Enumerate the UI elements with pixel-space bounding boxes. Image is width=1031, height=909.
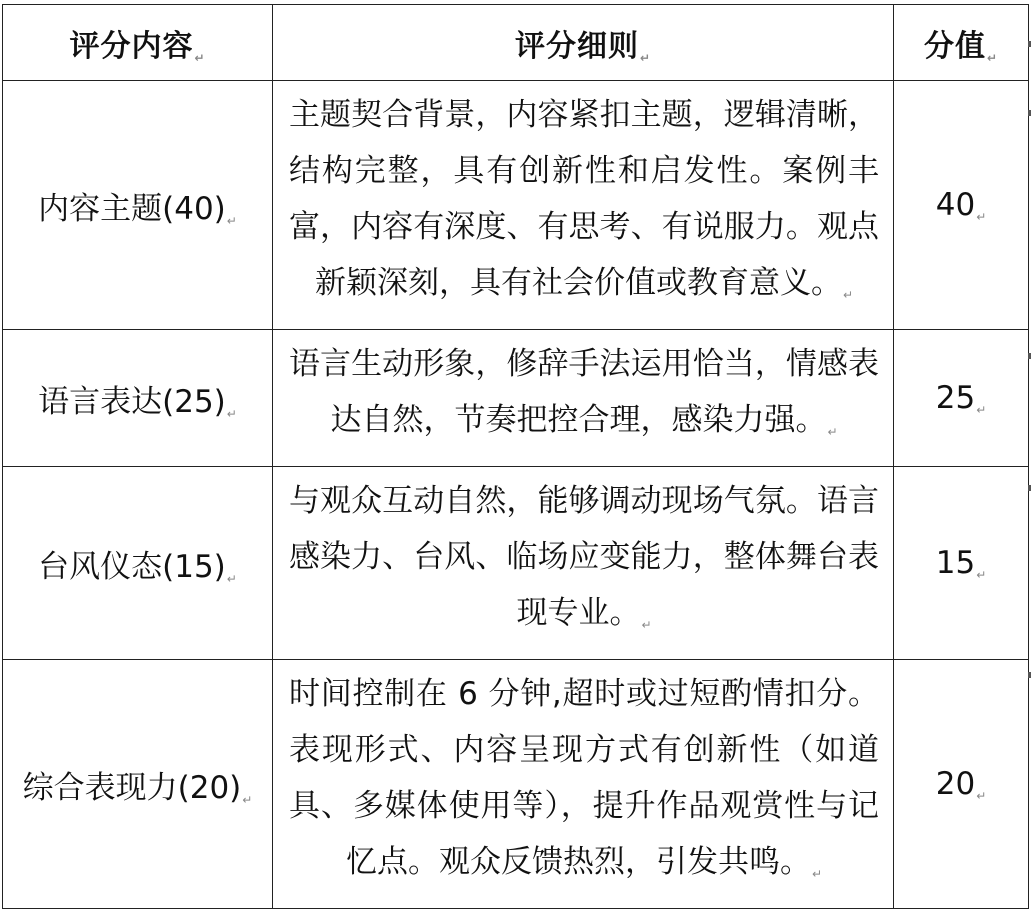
table-row [3, 467, 1029, 660]
paragraph-mark-icon: ↵ [827, 425, 838, 439]
score-cell: 20↵ [894, 660, 1029, 909]
criteria-name-cell: 语言表达(25)↵ [3, 330, 273, 467]
score-cell: 15↵ [894, 467, 1029, 660]
criteria-detail-cell: 语言生动形象，修辞手法运用恰当，情感表达自然，节奏把控合理，感染力强。↵ [273, 330, 894, 467]
paragraph-mark-icon: ↵ [976, 788, 987, 803]
paragraph-mark-icon: ↵ [226, 213, 237, 228]
header-scoring-content: 评分内容$_↵$ [3, 5, 273, 81]
table-row [3, 660, 1029, 909]
scoring-table [2, 4, 1029, 909]
paragraph-mark-icon: ↵ [226, 571, 237, 586]
paragraph-mark-icon: ↵ [226, 406, 237, 421]
score-cell: 40↵ [894, 81, 1029, 330]
criteria-detail-cell: 与观众互动自然，能够调动现场气氛。语言感染力、台风、临场应变能力，整体舞台表现专业。↵ [273, 467, 894, 660]
paragraph-mark-icon: ↵ [976, 567, 987, 582]
criteria-name-cell: 综合表现力(20)↵ [3, 660, 273, 909]
paragraph-mark-icon: ↵ [641, 618, 652, 632]
header-score-value: 分值$_↵$ [894, 5, 1029, 81]
paragraph-mark-icon: ↵ [976, 209, 987, 224]
table-row [3, 81, 1029, 330]
criteria-detail-cell: 主题契合背景，内容紧扣主题，逻辑清晰，结构完整，具有创新性和启发性。案例丰富，内容有深度、有思考、有说服力。观点新颖深刻，具有社会价值或教育意义。↵ [273, 81, 894, 330]
paragraph-mark-icon: ↵ [194, 50, 206, 65]
paragraph-mark-icon: ↵ [986, 50, 999, 65]
header-row [3, 5, 1029, 81]
table-row [3, 330, 1029, 467]
header-scoring-rules: 评分细则$_↵$ [273, 5, 894, 81]
criteria-detail-cell: 时间控制在 6 分钟,超时或过短酌情扣分。表现形式、内容呈现方式有创新性（如道具、多媒体使用等），提升作品观赏性与记忆点。观众反馈热烈，引发共鸣。↵ [273, 660, 894, 909]
paragraph-mark-icon: ↵ [639, 50, 652, 65]
paragraph-mark-icon: ↵ [811, 867, 823, 881]
paragraph-mark-icon: ↵ [842, 288, 854, 302]
score-cell: 25↵ [894, 330, 1029, 467]
criteria-name-cell: 内容主题(40)↵ [3, 81, 273, 330]
paragraph-mark-icon: ↵ [242, 792, 253, 807]
criteria-name-cell: 台风仪态(15)↵ [3, 467, 273, 660]
paragraph-mark-icon: ↵ [976, 402, 987, 417]
